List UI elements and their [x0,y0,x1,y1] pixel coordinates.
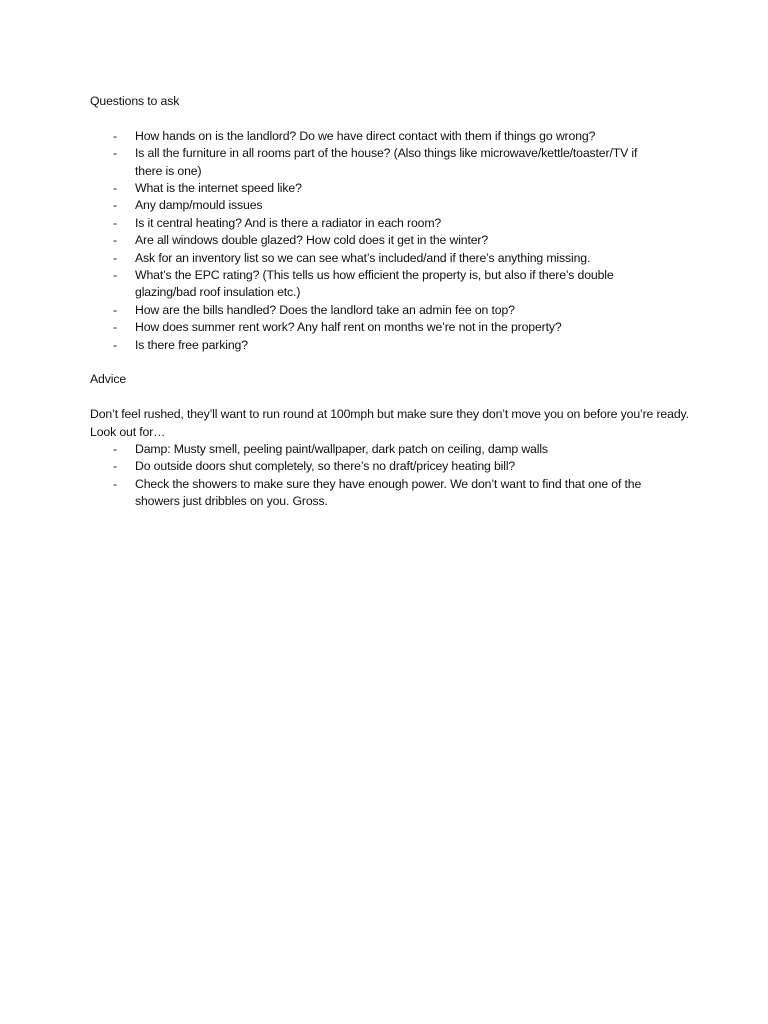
list-item [90,267,665,302]
list-item [90,197,665,214]
list-item [90,145,665,180]
list-item-text: How are the bills handled? Does the landlord take an admin fee on top? [135,302,515,317]
questions-list [90,128,690,354]
bullet-dash: - [113,198,117,213]
bullet-dash: - [113,215,117,230]
list-item [90,180,665,197]
spacer [90,110,690,127]
list-item-text: How does summer rent work? Any half rent on months we’re not in the property? [135,320,562,335]
document-page [90,93,690,511]
bullet-dash: - [113,268,117,283]
list-item [90,476,665,511]
questions-heading: Questions to ask [90,94,180,108]
bullet-dash: - [113,233,117,248]
bullet-dash: - [113,128,117,143]
spacer [90,389,690,406]
bullet-dash: - [113,320,117,335]
bullet-dash: - [113,146,117,161]
bullet-dash: - [113,476,117,491]
lookout-list [90,441,690,511]
bullet-dash: - [113,250,117,265]
list-item [90,250,665,267]
spacer [90,354,690,371]
list-item [90,319,665,336]
advice-heading: Advice [90,372,127,387]
list-item-text: Do outside doors shut completely, so there’s no draft/pricey heating bill? [135,459,516,474]
bullet-dash: - [113,442,117,457]
bullet-dash: - [113,459,117,474]
bullet-dash: - [113,337,117,352]
lookout-label: Look out for… [90,424,166,439]
list-item-text: Is it central heating? And is there a radiator in each room? [135,215,442,230]
list-item-text: Damp: Musty smell, peeling paint/wallpaper, dark patch on ceiling, damp walls [135,442,548,457]
list-item [90,232,665,249]
list-item [90,302,665,319]
list-item-text: What’s the EPC rating? (This tells us how efficient the property is, but also if there’s double glazing/bad roof insulation etc.) [135,268,614,300]
list-item [90,337,665,354]
list-item-text: Is there free parking? [135,337,248,352]
list-item-text: Is all the furniture in all rooms part of the house? (Also things like microwave/kettle/toaster/TV if there is one) [135,146,638,178]
list-item [90,441,665,458]
list-item-text: Check the showers to make sure they have enough power. We don’t want to find that one of the showers just dribbles on you. Gross. [135,476,642,509]
list-item-text: Are all windows double glazed? How cold does it get in the winter? [135,233,489,248]
bullet-dash: - [113,181,117,196]
list-item [90,128,665,145]
list-item-text: Ask for an inventory list so we can see what’s included/and if there’s anything missing. [135,250,591,265]
list-item [90,458,665,475]
list-item-text: Any damp/mould issues [135,198,263,213]
list-item-text: How hands on is the landlord? Do we have direct contact with them if things go wrong? [135,128,596,143]
list-item-text: What is the internet speed like? [135,181,302,196]
bullet-dash: - [113,302,117,317]
advice-paragraph: Don’t feel rushed, they’ll want to run round at 100mph but make sure they don’t move you on before you’re ready. [90,407,689,422]
list-item [90,215,665,232]
